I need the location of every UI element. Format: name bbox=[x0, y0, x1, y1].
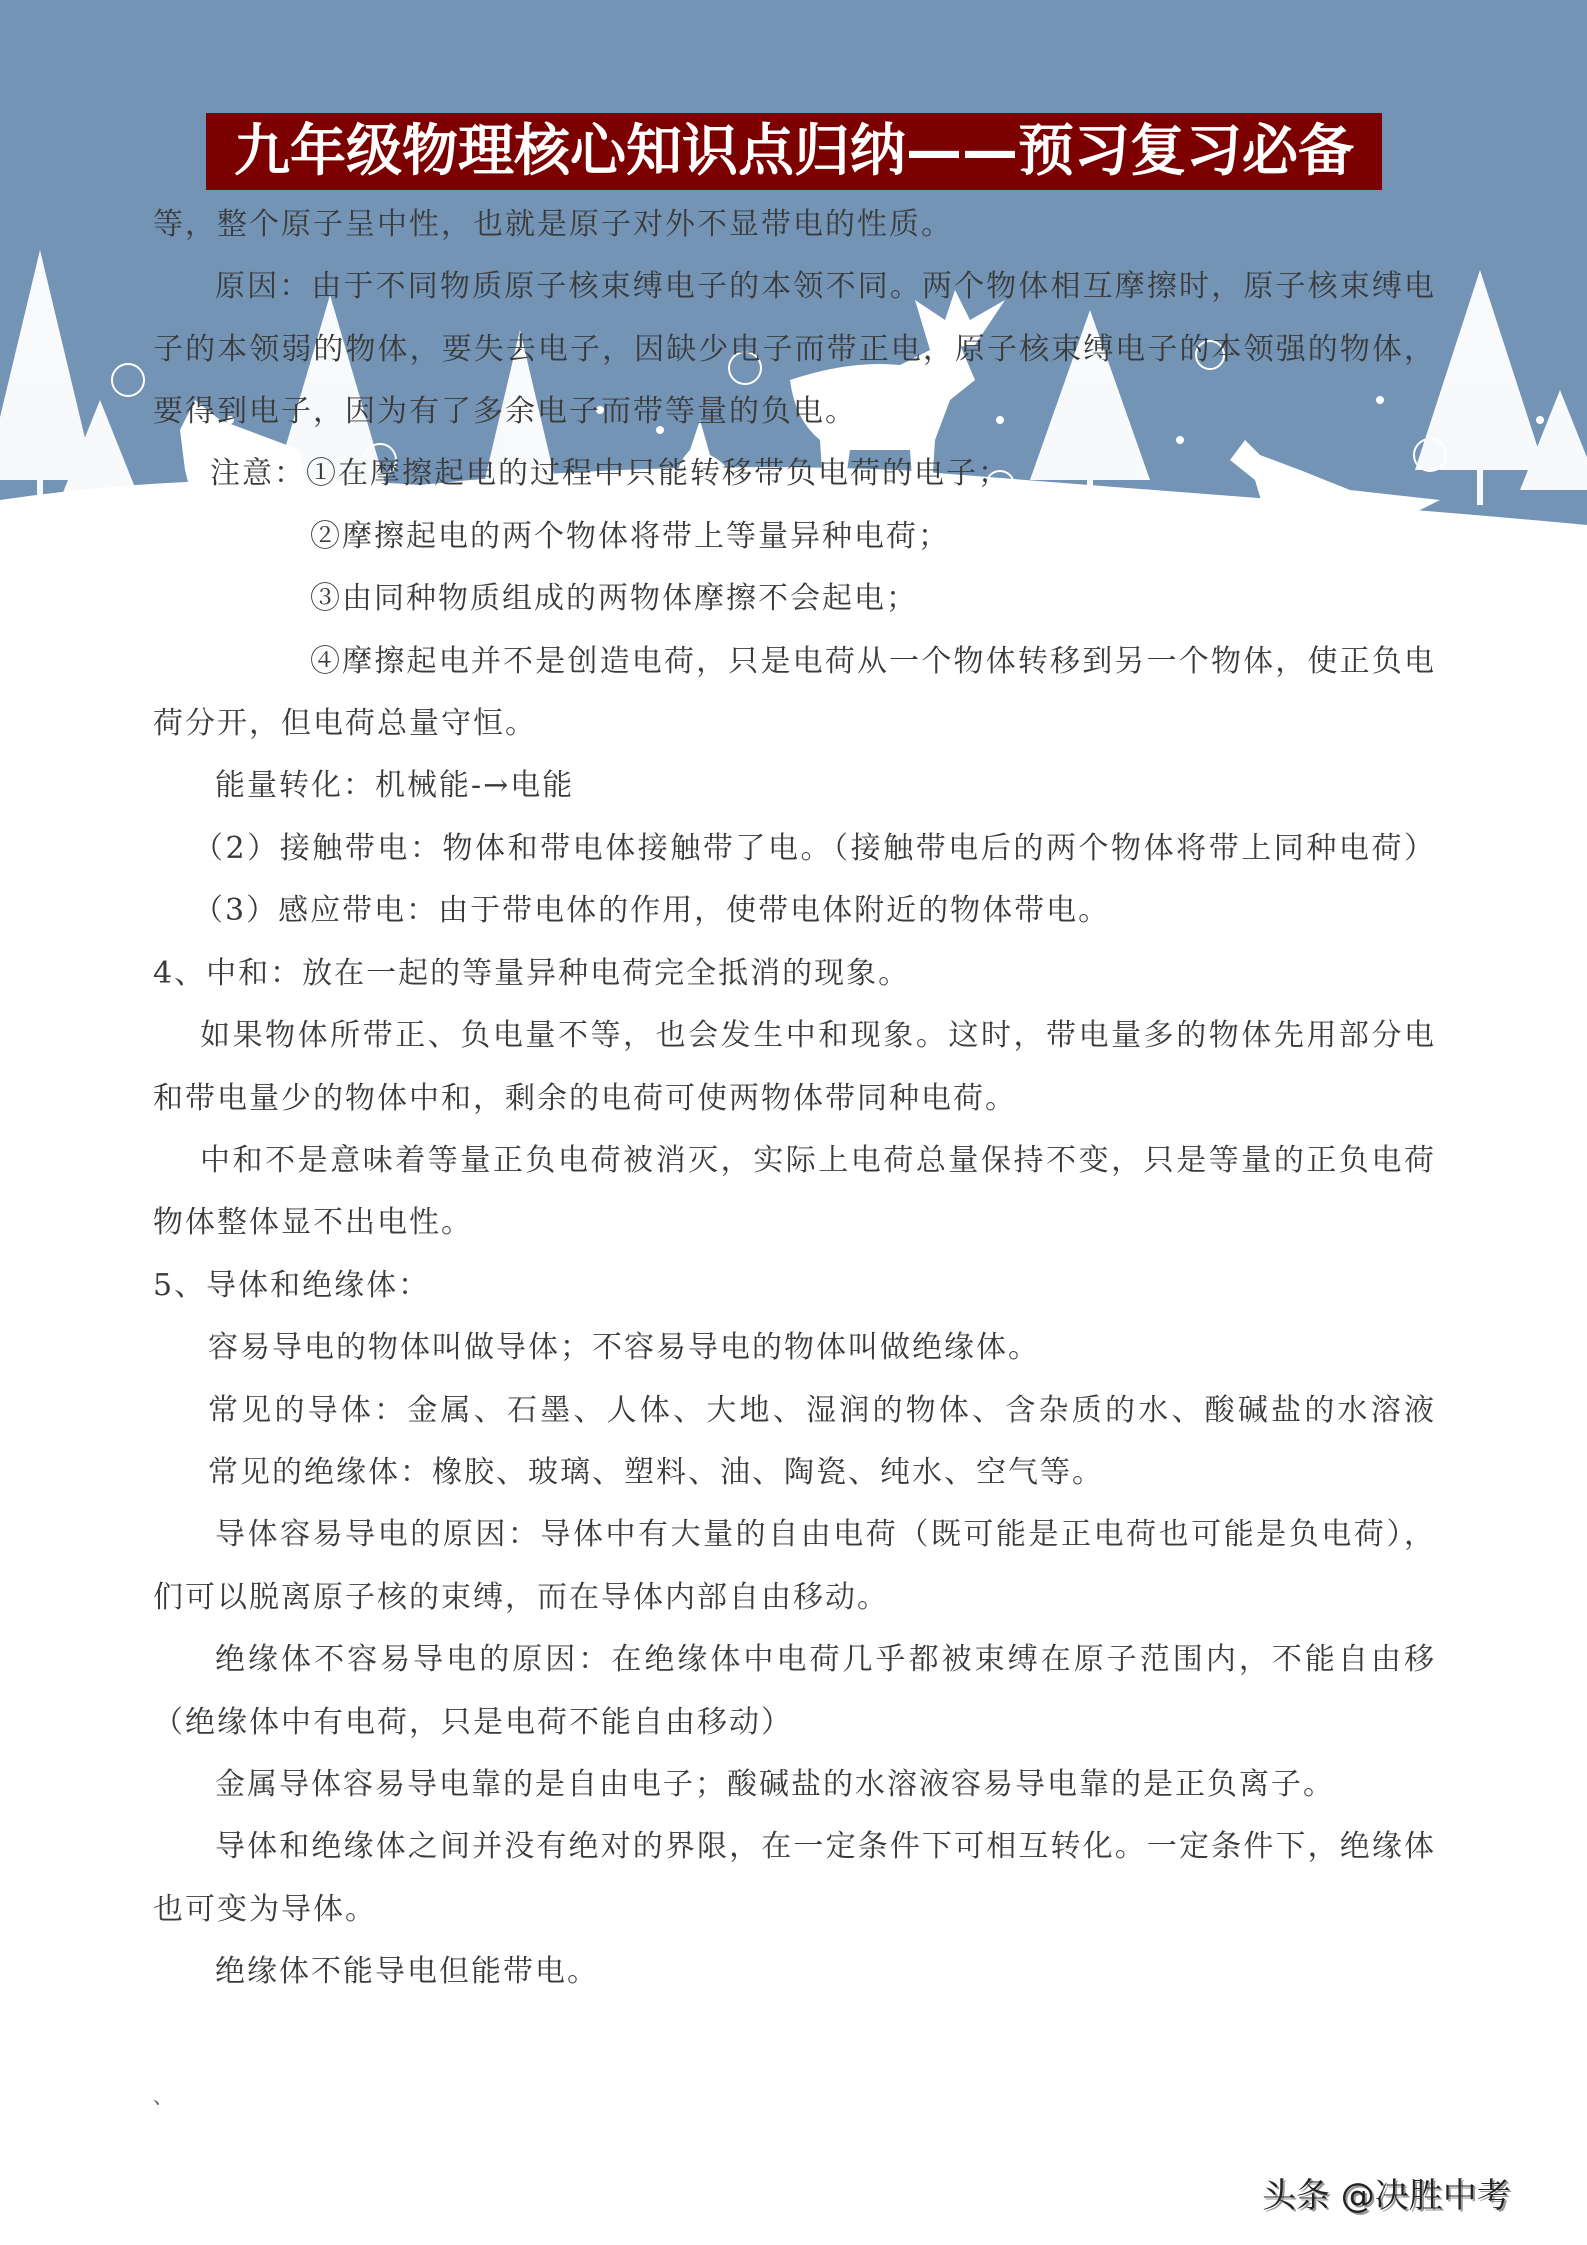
text-line: 子的本领弱的物体，要失去电子，因缺少电子而带正电，原子核束缚电子的本领强的物体， bbox=[153, 332, 1436, 367]
text-line: 导体和绝缘体之间并没有绝对的界限，在一定条件下可相互转化。一定条件下，绝缘体 bbox=[215, 1829, 1436, 1864]
text-line: 原因：由于不同物质原子核束缚电子的本领不同。两个物体相互摩擦时，原子核束缚电 bbox=[215, 269, 1436, 304]
text-line: 常见的导体：金属、石墨、人体、大地、湿润的物体、含杂质的水、酸碱盐的水溶液 bbox=[208, 1393, 1436, 1428]
stray-mark: 、 bbox=[153, 2084, 173, 2108]
text-line: （2）接触带电：物体和带电体接触带了电。（接触带电后的两个物体将带上同种电荷） bbox=[193, 831, 1436, 866]
text-line: ③由同种物质组成的两物体摩擦不会起电； bbox=[310, 581, 918, 616]
text-line: 4、中和：放在一起的等量异种电荷完全抵消的现象。 bbox=[153, 956, 911, 991]
text-line: 中和不是意味着等量正负电荷被消灭，实际上电荷总量保持不变，只是等量的正负电荷 bbox=[200, 1143, 1436, 1178]
page-title: 九年级物理核心知识点归纳——预习复习必备 bbox=[206, 113, 1382, 190]
text-line: 注意：①在摩擦起电的过程中只能转移带负电荷的电子； bbox=[210, 456, 1010, 491]
watermark: 头条 @决胜中考 bbox=[1262, 2176, 1511, 2216]
text-line: 能量转化：机械能-→电能 bbox=[215, 768, 575, 803]
text-line: ④摩擦起电并不是创造电荷，只是电荷从一个物体转移到另一个物体，使正负电 bbox=[310, 644, 1436, 679]
text-line: 要得到电子，因为有了多余电子而带等量的负电。 bbox=[153, 394, 857, 429]
text-line: 5、导体和绝缘体： bbox=[153, 1268, 431, 1303]
text-line: 荷分开，但电荷总量守恒。 bbox=[153, 706, 537, 741]
text-line: 容易导电的物体叫做导体；不容易导电的物体叫做绝缘体。 bbox=[208, 1330, 1040, 1365]
text-line: 如果物体所带正、负电量不等，也会发生中和现象。这时，带电量多的物体先用部分电 bbox=[200, 1018, 1436, 1053]
text-line: ②摩擦起电的两个物体将带上等量异种电荷； bbox=[310, 519, 950, 554]
text-line: 绝缘体不能导电但能带电。 bbox=[215, 1954, 599, 1989]
text-line: 物体整体显不出电性。 bbox=[153, 1205, 473, 1240]
text-line: （绝缘体中有电荷，只是电荷不能自由移动） bbox=[153, 1705, 793, 1740]
text-line: 也可变为导体。 bbox=[153, 1892, 377, 1927]
text-line: 和带电量少的物体中和，剩余的电荷可使两物体带同种电荷。 bbox=[153, 1081, 1017, 1116]
text-line: 常见的绝缘体：橡胶、玻璃、塑料、油、陶瓷、纯水、空气等。 bbox=[208, 1455, 1104, 1490]
text-line: 们可以脱离原子核的束缚，而在导体内部自由移动。 bbox=[153, 1580, 889, 1615]
text-line: 金属导体容易导电靠的是自由电子；酸碱盐的水溶液容易导电靠的是正负离子。 bbox=[215, 1767, 1335, 1802]
text-line: 绝缘体不容易导电的原因：在绝缘体中电荷几乎都被束缚在原子范围内，不能自由移 bbox=[215, 1642, 1436, 1677]
text-line: 导体容易导电的原因：导体中有大量的自由电荷（既可能是正电荷也可能是负电荷）， bbox=[215, 1517, 1436, 1552]
text-line: 等，整个原子呈中性，也就是原子对外不显带电的性质。 bbox=[153, 207, 953, 242]
text-line: （3）感应带电：由于带电体的作用，使带电体附近的物体带电。 bbox=[193, 893, 1111, 928]
